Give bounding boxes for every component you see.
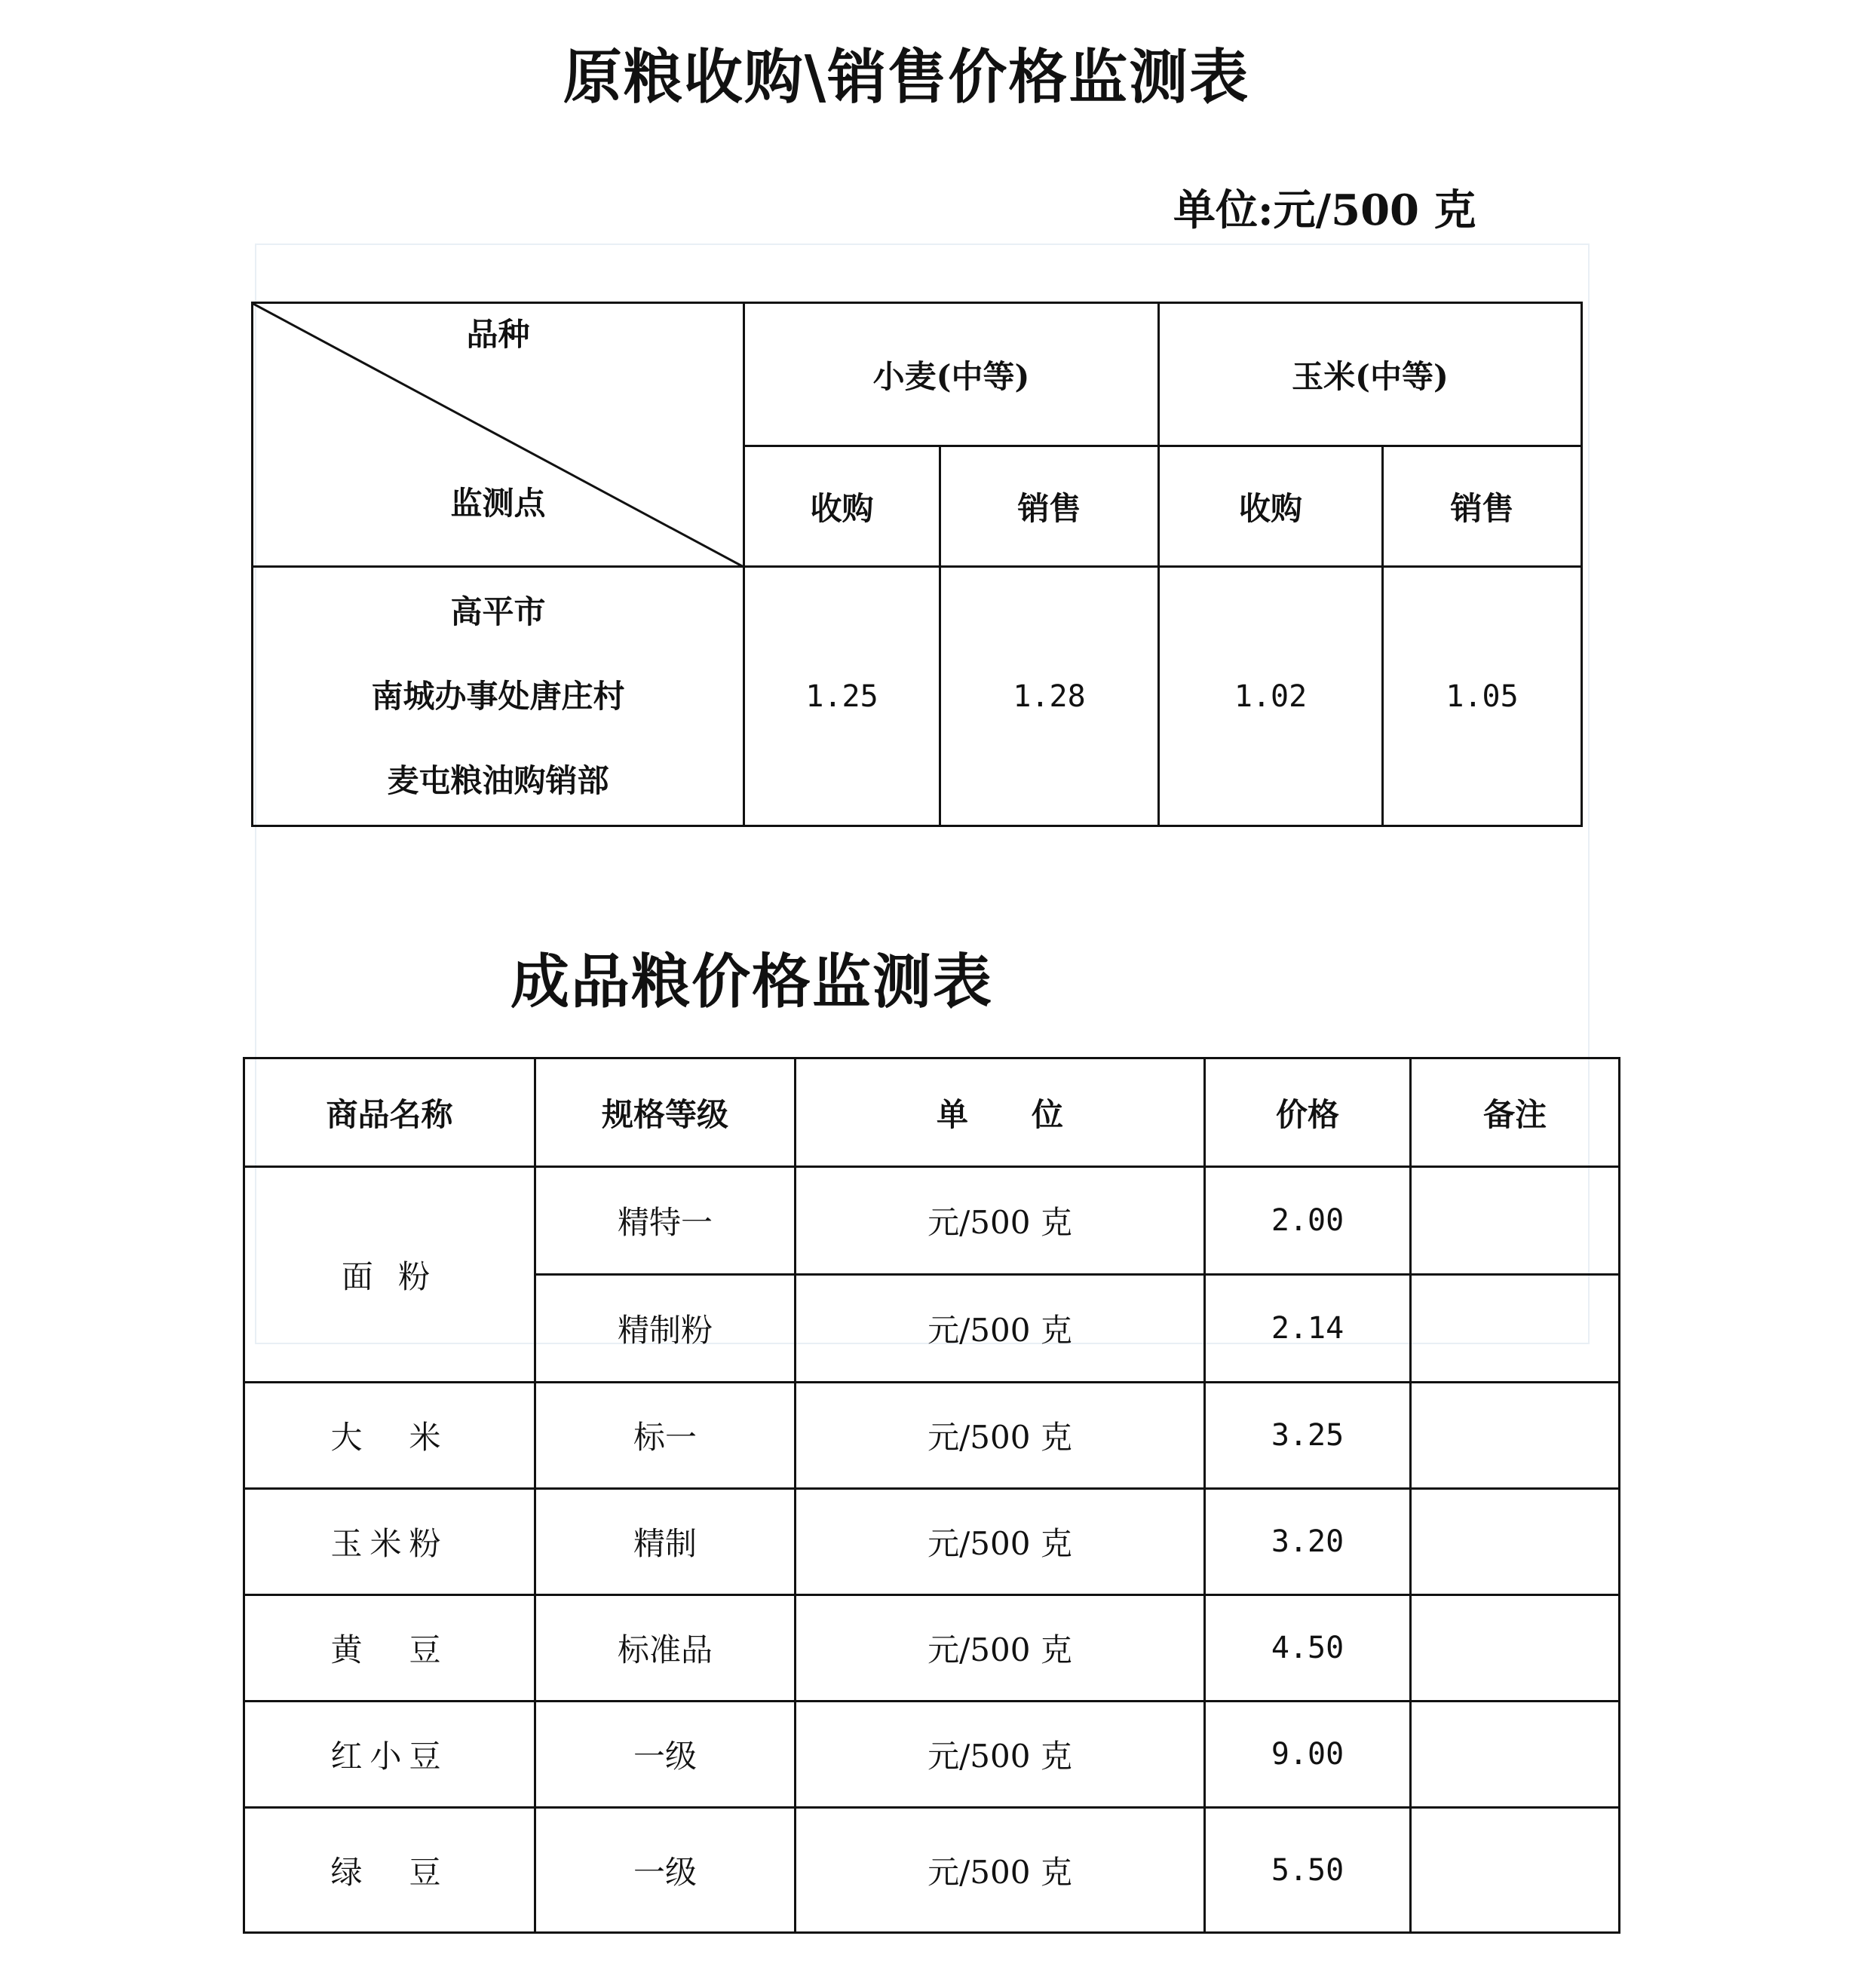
product-grade: 标准品	[535, 1595, 796, 1702]
monitoring-site-cell	[253, 567, 744, 826]
wheat-purchase-header: 收购	[744, 446, 940, 567]
product-price: 3.20	[1205, 1489, 1411, 1595]
corn-sale-header: 销售	[1383, 446, 1582, 567]
table-row	[244, 1167, 1620, 1275]
product-unit: 元/500 克	[796, 1702, 1205, 1808]
product-name: 大 米	[244, 1383, 535, 1489]
product-note	[1411, 1383, 1620, 1489]
header-unit: 单 位	[796, 1058, 1205, 1167]
site-corner-label: 监测点	[450, 485, 546, 522]
unit-label: 单位:元/500 克	[1173, 185, 1476, 235]
product-unit: 元/500 克	[796, 1167, 1205, 1275]
product-unit: 元/500 克	[796, 1383, 1205, 1489]
product-unit: 元/500 克	[796, 1595, 1205, 1702]
site-line-village: 南城办事处唐庄村	[371, 677, 625, 715]
corn-sale-price: 1.05	[1383, 567, 1582, 826]
grain-table-title: 原粮收购\销售价格监测表	[563, 43, 1250, 112]
product-note	[1411, 1595, 1620, 1702]
site-line-store: 麦屯粮油购销部	[387, 761, 609, 799]
product-grade: 一级	[535, 1702, 796, 1808]
product-note	[1411, 1275, 1620, 1383]
product-name: 玉米粉	[244, 1489, 535, 1595]
product-price-table	[243, 1057, 1620, 1934]
variety-corn: 玉米(中等)	[1159, 303, 1582, 446]
product-unit: 元/500 克	[796, 1275, 1205, 1383]
product-grade: 标一	[535, 1383, 796, 1489]
table-row	[244, 1702, 1620, 1808]
product-name: 红小豆	[244, 1702, 535, 1808]
product-price: 2.14	[1205, 1275, 1411, 1383]
variety-wheat: 小麦(中等)	[744, 303, 1159, 446]
product-price: 2.00	[1205, 1167, 1411, 1275]
product-grade: 一级	[535, 1808, 796, 1933]
product-note	[1411, 1808, 1620, 1933]
product-grade: 精特一	[535, 1167, 796, 1275]
wheat-purchase-price: 1.25	[744, 567, 940, 826]
product-name: 面 粉	[244, 1167, 535, 1383]
product-price: 4.50	[1205, 1595, 1411, 1702]
product-name: 黄 豆	[244, 1595, 535, 1702]
header-product-name: 商品名称	[244, 1058, 535, 1167]
product-table-title: 成品粮价格监测表	[510, 948, 993, 1016]
product-grade: 精制粉	[535, 1275, 796, 1383]
wheat-sale-header: 销售	[940, 446, 1159, 567]
product-note	[1411, 1489, 1620, 1595]
header-note: 备注	[1411, 1058, 1620, 1167]
product-unit: 元/500 克	[796, 1489, 1205, 1595]
table-row	[244, 1489, 1620, 1595]
site-line-city: 高平市	[450, 593, 546, 630]
product-note	[1411, 1167, 1620, 1275]
product-grade: 精制	[535, 1489, 796, 1595]
table-row	[244, 1383, 1620, 1489]
product-price: 3.25	[1205, 1383, 1411, 1489]
variety-corner-label: 品种	[466, 316, 530, 353]
product-price: 5.50	[1205, 1808, 1411, 1933]
table-row	[244, 1595, 1620, 1702]
wheat-sale-price: 1.28	[940, 567, 1159, 826]
table-row	[244, 1808, 1620, 1933]
product-name: 绿 豆	[244, 1808, 535, 1933]
product-price: 9.00	[1205, 1702, 1411, 1808]
corner-header-cell	[253, 303, 744, 567]
grain-price-table	[251, 302, 1583, 827]
product-note	[1411, 1702, 1620, 1808]
corn-purchase-header: 收购	[1159, 446, 1383, 567]
corn-purchase-price: 1.02	[1159, 567, 1383, 826]
header-price: 价格	[1205, 1058, 1411, 1167]
header-grade: 规格等级	[535, 1058, 796, 1167]
product-unit: 元/500 克	[796, 1808, 1205, 1933]
